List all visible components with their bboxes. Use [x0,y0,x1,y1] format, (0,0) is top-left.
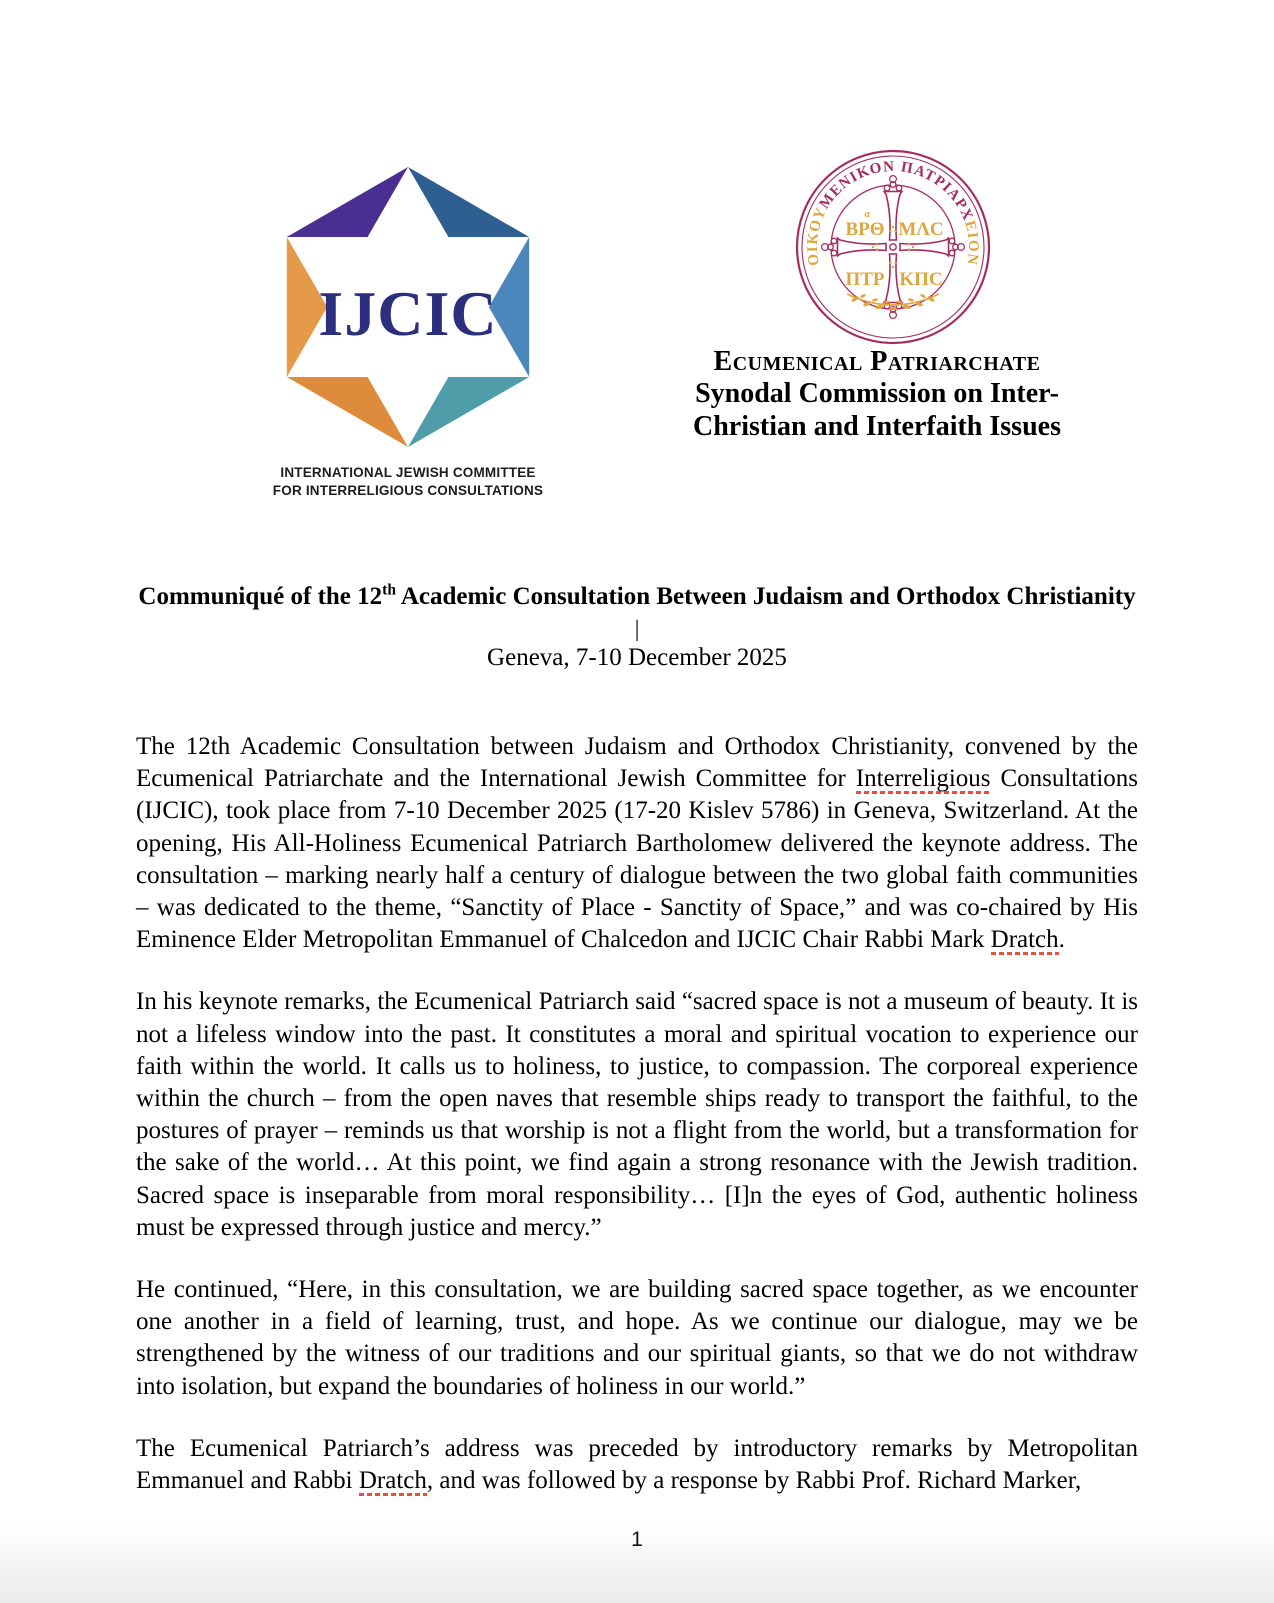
commission-line1: Synodal Commission on Inter- [695,378,1059,409]
misspelled-word: Dratch [990,926,1059,954]
ijcic-caption-line2: FOR INTERRELIGIOUS CONSULTATIONS [272,483,544,498]
text-segment: Consultations (IJCIC), took place from 7-10 December 2025 (17-20 Kislev 5786) in Geneva, Switzerland. At the opening, His All-Holiness Ecumenical Patriarch Bartholomew delivered the keynote address. The consultation – marking nearly half a century of dialogue between the two global faith communities – was dedicated to the theme, “Sanctity of Place - Sanctity of Space,” and was co-chaired by His Eminence Elder Metropolitan Emmanuel of Chalcedon and IJCIC Chair Rabbi Mark [136,765,1139,954]
star-corner-teal [408,377,529,447]
ijcic-caption-line1: INTERNATIONAL JEWISH COMMITTEE [280,465,536,480]
text-segment: , and was followed by a response by Rabbi Prof. Richard Marker, [426,1467,1082,1495]
text-segment: He continued, “Here, in this consultation, we are building sacred space together, as we encounter one another in a field of learning, trust, and hope. As we continue our dialogue, may we be strengthened by the witness of our traditions and our spiritual giants, so that we do not withdraw into isolation, but expand the boundaries of holiness in our world.” [136,1276,1138,1400]
patriarchate-heading [597,346,1157,443]
title-separator: | [634,616,640,641]
seal-outer-ring [797,151,989,343]
text-segment: Communiqué of the 12 [138,583,383,610]
star-corner-dark-blue [408,167,529,237]
misspelled-word: Dratch [358,1467,427,1495]
star-corner-purple [287,167,408,237]
ijcic-acronym: IJCIC [318,278,498,349]
page-number: 1 [631,1528,643,1551]
seal-cross [822,176,965,319]
patriarchate-seal-icon [793,147,993,347]
seal-monogram-bottom-right: ΚΠC [899,269,943,290]
commission-line2: Christian and Interfaith Issues [693,411,1061,442]
ijcic-caption [258,464,558,500]
text-segment: Academic Consultation Between Judaism and Orthodox Christianity [395,583,1136,610]
seal-monogram-top-left: ΒΡΘ [845,219,885,240]
patriarchate-seal-block [793,147,993,347]
text-segment: The 12th Academic Consultation between Judaism and Orthodox Christianity, convened by the Ecumenical Patriarchate and the International Jewish Committee for [136,733,1138,793]
patriarchate-org-name: Ecumenical Patriarchate [713,346,1041,377]
title-block [137,581,1137,673]
seal-ring-text: ΟΙΚΟΥΜΕΝΙΚΟΝ ΠΑΤΡΙΑΡΧ ΕΙΟΝ [804,158,982,267]
paragraph-4 [136,1433,1138,1497]
ijcic-star-logo-icon [258,157,558,457]
seal-monogram-alpha: α [864,209,870,220]
text-segment: In his keynote remarks, the Ecumenical Patriarch said “sacred space is not a museum of beauty. It is not a lifeless window into the past. It constitutes a moral and spiritual vocation to experience our faith within the world. It calls us to holiness, to justice, to compassion. The corporeal experience within the church – from the open naves that resemble ships ready to transport the faithful, to the postures of prayer – reminds us that worship is not a flight from the world, but a transformation for the sake of the world… At this point, we find again a strong resonance with the Jewish tradition. Sacred space is inseparable from moral responsibility… [I]n the eyes of God, authentic holiness must be expressed through justice and mercy.” [136,988,1138,1241]
text-segment: The Ecumenical Patriarch’s address was preceded by introductory remarks by Metropolitan Emmanuel and Rabbi [136,1434,1138,1495]
document-body [136,731,1138,1527]
paragraph-3 [136,1274,1138,1403]
misspelled-word: Interreligious [855,765,991,793]
seal-monogram-bottom-left: ΠΤΡ [845,269,885,290]
paragraph-2 [136,986,1138,1244]
seal-monogram-top-right: ΜΛC [898,219,944,240]
text-segment: . [1058,926,1065,954]
star-corner-orange-dark [287,377,408,447]
dateline: Geneva, 7-10 December 2025 [487,644,787,671]
ijcic-logo-block [258,157,558,500]
superscript: th [382,581,396,599]
document-title [137,581,1137,613]
paragraph-1 [136,731,1138,956]
